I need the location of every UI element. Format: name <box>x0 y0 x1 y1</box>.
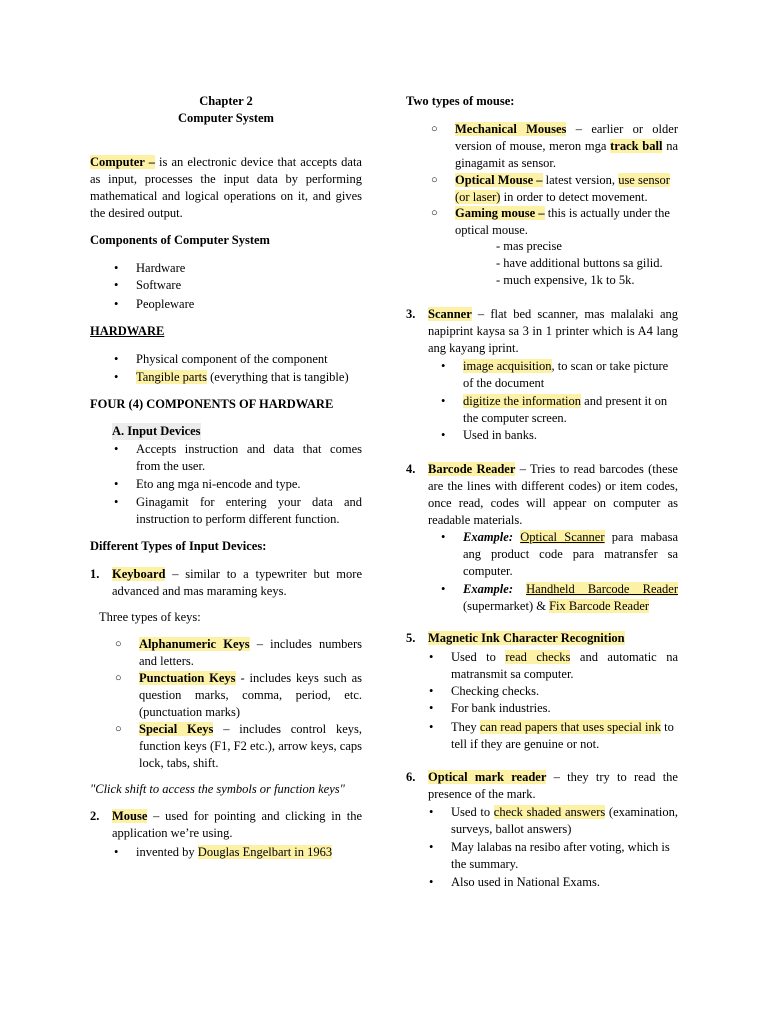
computer-def-text: is an electronic device that accepts data as input, processes the input data by performing mathematical and logical operations on it, and gives the desired output. <box>90 155 362 220</box>
highlight: use sensor (or laser) <box>455 173 670 204</box>
highlight: Fix Barcode Reader <box>549 599 650 613</box>
list-item: • Software <box>136 277 181 294</box>
text: – Tries to read barcodes (these are the lines with different codes) or item codes, once read, codes will appear on computer as readable materials. <box>428 462 678 527</box>
list-item <box>139 721 362 772</box>
alphanumeric-term: Alphanumeric Keys <box>139 637 250 651</box>
list-item <box>455 121 678 172</box>
text: this is actually under the optical mouse. <box>455 206 670 237</box>
micr-term: Magnetic Ink Character Recognition <box>428 631 625 645</box>
item-number: 4. <box>406 462 416 476</box>
text: (everything that is tangible) <box>206 370 349 384</box>
item-number: 6. <box>406 770 416 784</box>
example-label: Example: <box>463 582 513 596</box>
computer-term: Computer – <box>90 155 155 169</box>
list-item: • May lalabas na resibo after voting, which is the summary. <box>451 839 678 873</box>
scanner-term: Scanner <box>428 307 472 321</box>
text: para mabasa ang product code para matransfer sa computer. <box>463 530 678 578</box>
highlight: Tangible parts <box>136 370 207 384</box>
list-item <box>463 393 678 427</box>
text: invented by <box>136 845 198 859</box>
text: in order to detect movement. <box>500 190 648 204</box>
optical-term: Optical Mouse – <box>455 173 543 187</box>
three-types-label: Three types of keys: <box>99 610 201 624</box>
list-item <box>451 649 678 683</box>
barcode-term: Barcode Reader <box>428 462 516 476</box>
chapter-title: Computer System <box>178 111 274 125</box>
list-item <box>455 172 678 206</box>
text: – flat bed scanner, mas malalaki ang napiprint kaysa sa 3 in 1 printer which is A4 lang ang kayang iprint. <box>428 307 678 355</box>
highlight: can read papers that uses special ink <box>479 720 661 734</box>
text: latest version, <box>542 173 619 187</box>
mouse-item <box>90 808 362 842</box>
highlight: image acquisition <box>463 359 552 373</box>
mechanical-term: Mechanical Mouses <box>455 122 567 136</box>
list-item: • Used in banks. <box>463 427 537 444</box>
text: , to scan or take picture of the document <box>463 359 669 390</box>
text: (examination, surveys, ballot answers) <box>451 805 678 836</box>
list-item <box>463 358 678 392</box>
list-item <box>136 369 376 386</box>
micr-item <box>406 630 678 647</box>
list-item: • Hardware <box>136 260 185 277</box>
keyboard-term: Keyboard <box>112 567 166 581</box>
keyboard-def: – similar to a typewriter but more advanced and mas maraming keys. <box>112 567 362 598</box>
text: - includes keys such as question marks, comma, period, etc. (punctuation marks) <box>139 671 362 719</box>
list-item <box>463 529 678 580</box>
text: and present it on the computer screen. <box>463 394 668 425</box>
highlight: track ball <box>610 139 663 153</box>
highlight: Douglas Engelbart in 1963 <box>197 845 333 859</box>
mouse-def: – used for pointing and clicking in the application we’re using. <box>112 809 362 840</box>
list-item: • Checking checks. <box>451 683 539 700</box>
barcode-item <box>406 461 678 529</box>
list-item <box>463 581 678 615</box>
text: Used to <box>451 650 506 664</box>
list-item: • Eto ang mga ni-encode and type. <box>136 476 362 493</box>
list-item <box>139 636 362 670</box>
list-item: • Physical component of the component <box>136 351 328 368</box>
chapter-label: Chapter 2 <box>199 94 253 108</box>
highlight: read checks <box>505 650 571 664</box>
text: – includes control keys, function keys (F1, F2 etc.), arrow keys, caps lock, tabs, shift. <box>139 722 362 770</box>
item-number: 3. <box>406 307 416 321</box>
text: – includes numbers and letters. <box>139 637 362 668</box>
gaming-point: - mas precise <box>496 239 562 253</box>
list-item <box>451 719 678 753</box>
item-number: 2. <box>90 809 100 823</box>
special-keys-term: Special Keys <box>139 722 214 736</box>
keyboard-item <box>90 566 362 600</box>
gaming-point: - have additional buttons sa gilid. <box>496 256 663 270</box>
text: (supermarket) & <box>463 599 550 613</box>
text: to tell if they are genuine or not. <box>451 720 674 751</box>
gaming-term: Gaming mouse – <box>455 206 545 220</box>
computer-definition <box>90 154 362 222</box>
mouse-types-heading: Two types of mouse: <box>406 94 515 108</box>
highlight: Handheld Barcode Reader <box>526 582 678 596</box>
list-item: • Also used in National Exams. <box>451 874 600 891</box>
list-item <box>139 670 362 721</box>
text: They <box>451 720 480 734</box>
text: na ginagamit as sensor. <box>455 139 678 170</box>
text: Used to <box>451 805 494 819</box>
list-item <box>136 844 362 861</box>
input-devices-heading: A. Input Devices <box>112 424 201 438</box>
shift-quote: "Click shift to access the symbols or function keys" <box>90 782 345 796</box>
components-heading: Components of Computer System <box>90 233 270 247</box>
omr-term: Optical mark reader <box>428 770 547 784</box>
list-item: • Peopleware <box>136 296 194 313</box>
types-heading: Different Types of Input Devices: <box>90 539 267 553</box>
highlight: check shaded answers <box>493 805 606 819</box>
hardware-heading: HARDWARE <box>90 324 165 338</box>
scanner-item <box>406 306 678 357</box>
list-item: • Accepts instruction and data that comes from the user. <box>136 441 362 475</box>
text: – earlier or older version of mouse, meron mga <box>455 122 678 153</box>
omr-item <box>406 769 678 803</box>
list-item: • Ginagamit for entering your data and instruction to perform different function. <box>136 494 362 528</box>
mouse-term: Mouse <box>112 809 148 823</box>
text: – they try to read the presence of the mark. <box>428 770 678 801</box>
example-label: Example: <box>463 530 513 544</box>
item-number: 5. <box>406 631 416 645</box>
item-number: 1. <box>90 567 100 581</box>
list-item <box>451 804 678 838</box>
highlight: Optical Scanner <box>520 530 605 544</box>
highlight: digitize the information <box>463 394 582 408</box>
text: and automatic na matransmit sa computer. <box>451 650 678 681</box>
four-components-heading: FOUR (4) COMPONENTS OF HARDWARE <box>90 397 334 411</box>
list-item <box>455 205 678 239</box>
list-item: • For bank industries. <box>451 700 551 717</box>
gaming-point: - much expensive, 1k to 5k. <box>496 273 635 287</box>
punctuation-term: Punctuation Keys <box>139 671 236 685</box>
